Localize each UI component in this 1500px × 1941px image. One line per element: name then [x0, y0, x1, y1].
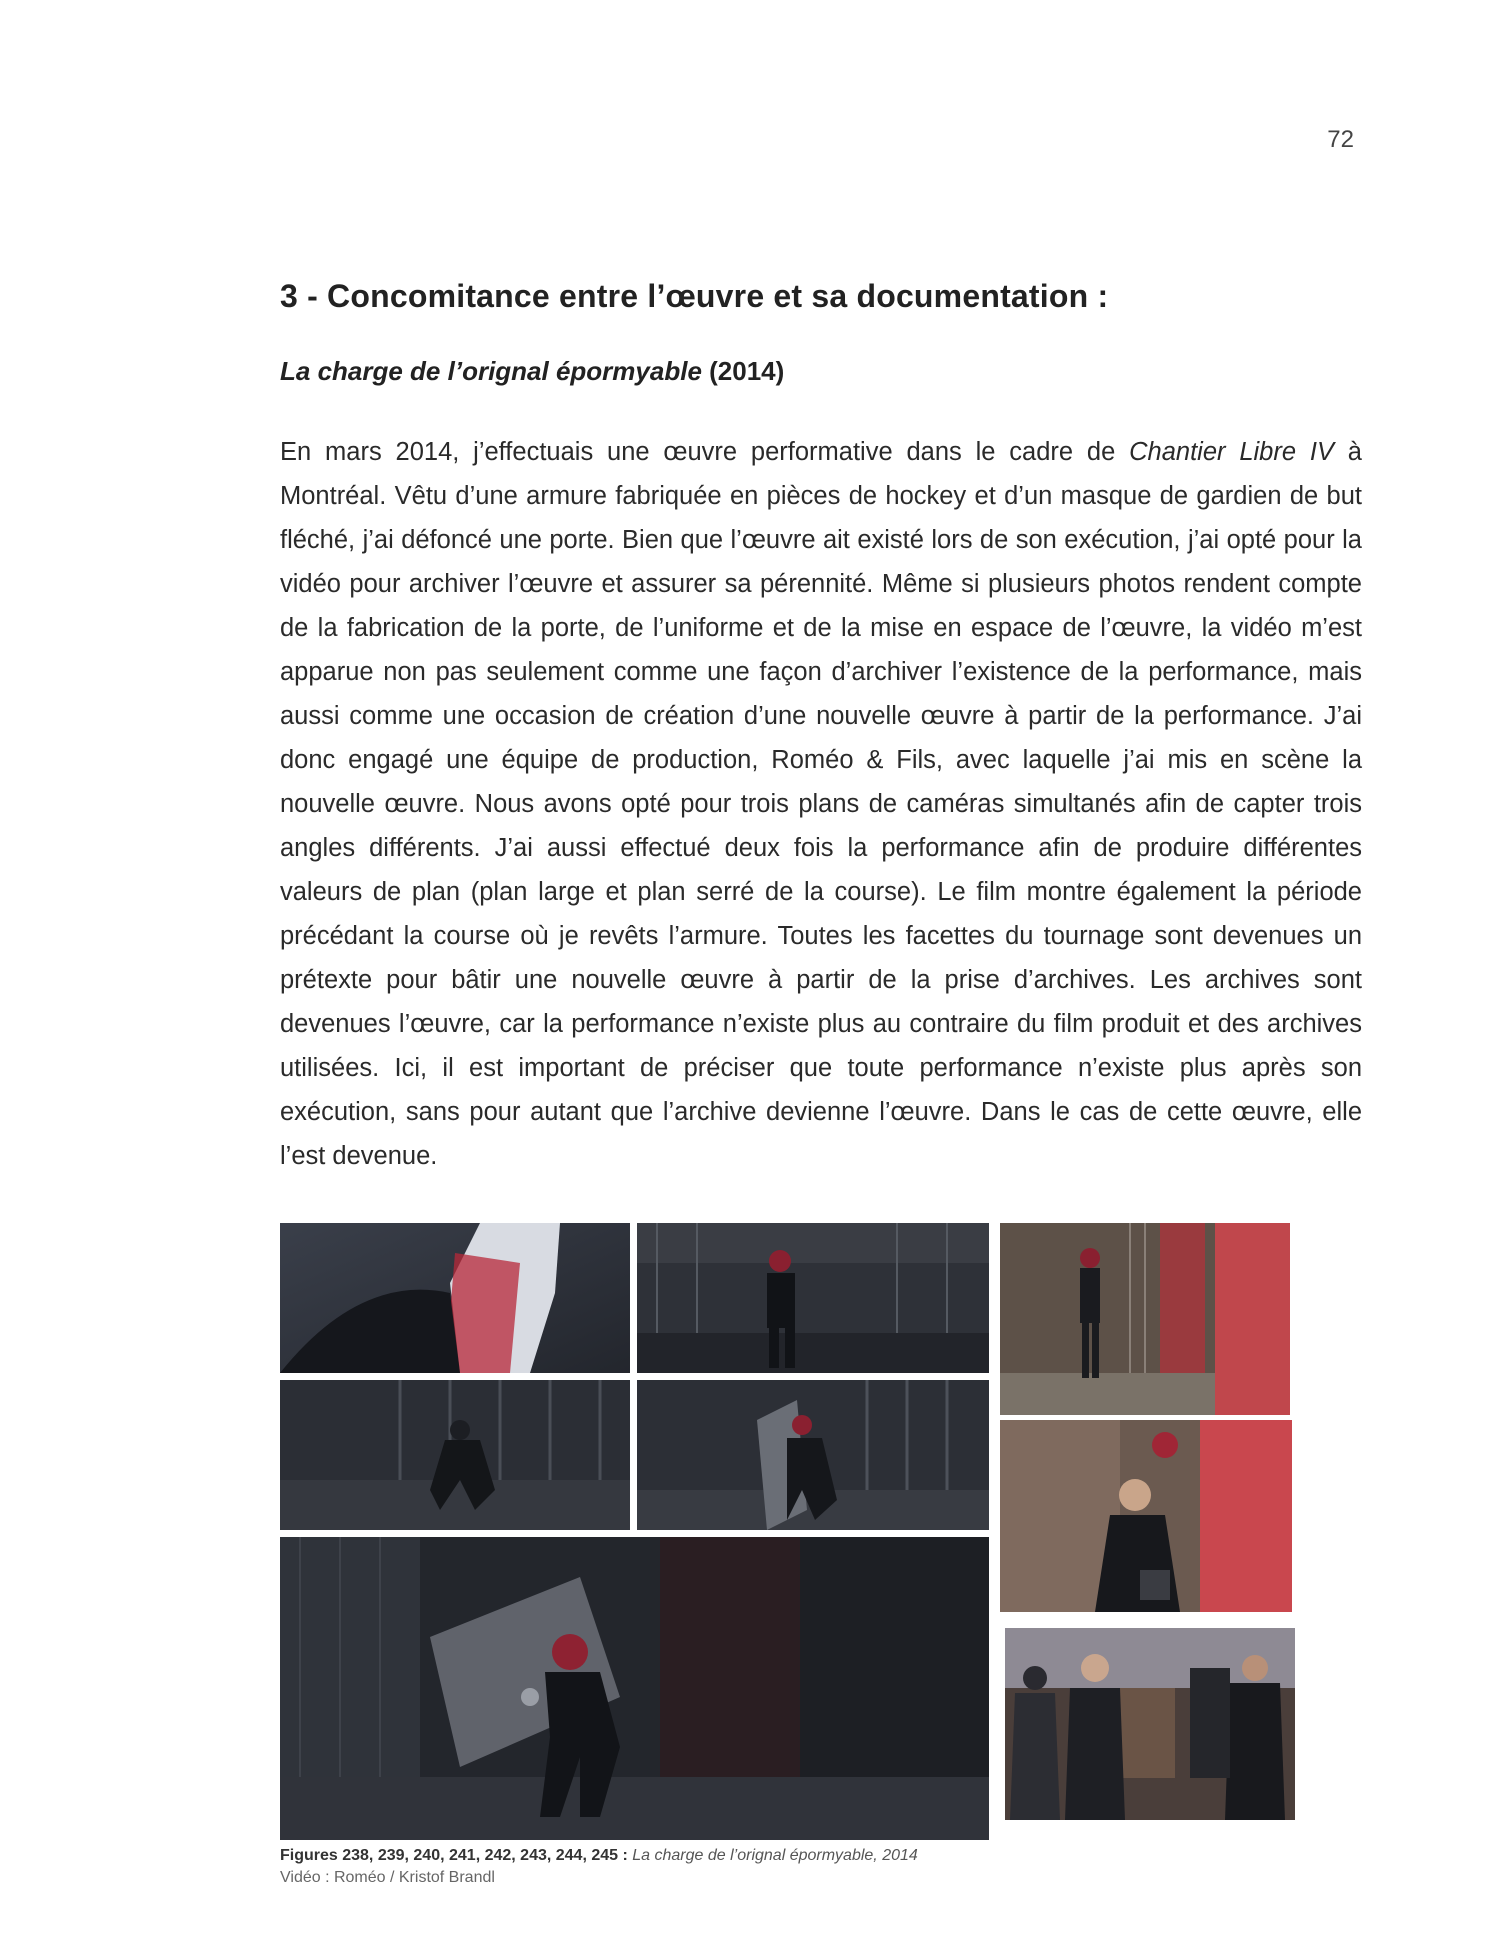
- caption-figures: Figures 238, 239, 240, 241, 242, 243, 244, 245 :: [280, 1847, 633, 1864]
- photo-figure-standing: [637, 1223, 989, 1373]
- caption-year: , 2014: [873, 1847, 918, 1864]
- photo-suiting-up: [1000, 1420, 1292, 1612]
- subtitle-year: (2014): [701, 356, 785, 386]
- caption-title: La charge de l’orignal épormyable: [632, 1847, 874, 1864]
- body-text-part-2: à Montréal. Vêtu d’une armure fabriquée en pièces de hockey et d’un masque de gardien de but fléché, j’ai défoncé une porte. Bien que l’œuvre ait existé lors de son exécution, j’ai opté pour la vidéo pour archiver l’œuvre et assurer sa pérennité. Même si plusieurs photos rendent compte de la fabrication de la porte, de l’uniforme et de la mise en espace de l’œuvre, la vidéo m’est apparue non pas seulement comme une façon d’archiver l’existence de la performance, mais aussi comme une occasion de création d’une nouvelle œuvre à partir de la performance. J’ai donc engagé une équipe de production, Roméo & Fils, avec laquelle j’ai mis en scène la nouvelle œuvre. Nous avons opté pour trois plans de caméras simultanés afin de capter trois angles différents. J’ai aussi effectué deux fois la performance afin de produire différentes valeurs de plan (plan large et plan serré de la course). Le film montre également la période précédant la course où je revêts l’armure. Toutes les facettes du tournage sont devenues un prétexte pour bâtir une nouvelle œuvre à partir de la prise d’archives. Les archives sont devenues l’œuvre, car la performance n’existe plus au contraire du film produit et des archives utilisées. Ici, il est important de préciser que toute performance n’existe plus après son exécution, sans pour autant que l’archive devienne l’œuvre. Dans le cas de cette œuvre, elle l’est devenue.: [280, 438, 1362, 1170]
- photo-helmet-closeup: [280, 1223, 630, 1373]
- caption-line: [280, 1845, 918, 1867]
- body-text-part-1: En mars 2014, j’effectuais une œuvre performative dans le cadre de: [280, 438, 1130, 466]
- caption-credit: Vidéo : Roméo / Kristof Brandl: [280, 1869, 495, 1886]
- section-heading: 3 - Concomitance entre l’œuvre et sa documentation :: [280, 278, 1109, 314]
- page-number: 72: [1327, 126, 1354, 153]
- body-paragraph: [280, 430, 1362, 1178]
- photo-figure-red-door: [1000, 1223, 1290, 1415]
- body-text: [280, 430, 1362, 1178]
- subtitle: [280, 356, 784, 387]
- figure-caption: [280, 1845, 918, 1889]
- photo-figure-crouched: [280, 1380, 630, 1530]
- subtitle-title: La charge de l’orignal épormyable: [280, 356, 702, 386]
- photo-production-crew: [1005, 1628, 1295, 1820]
- project-name: Chantier Libre IV: [1129, 438, 1334, 466]
- photo-figure-action-large: [280, 1537, 989, 1840]
- photo-figure-shield: [637, 1380, 989, 1530]
